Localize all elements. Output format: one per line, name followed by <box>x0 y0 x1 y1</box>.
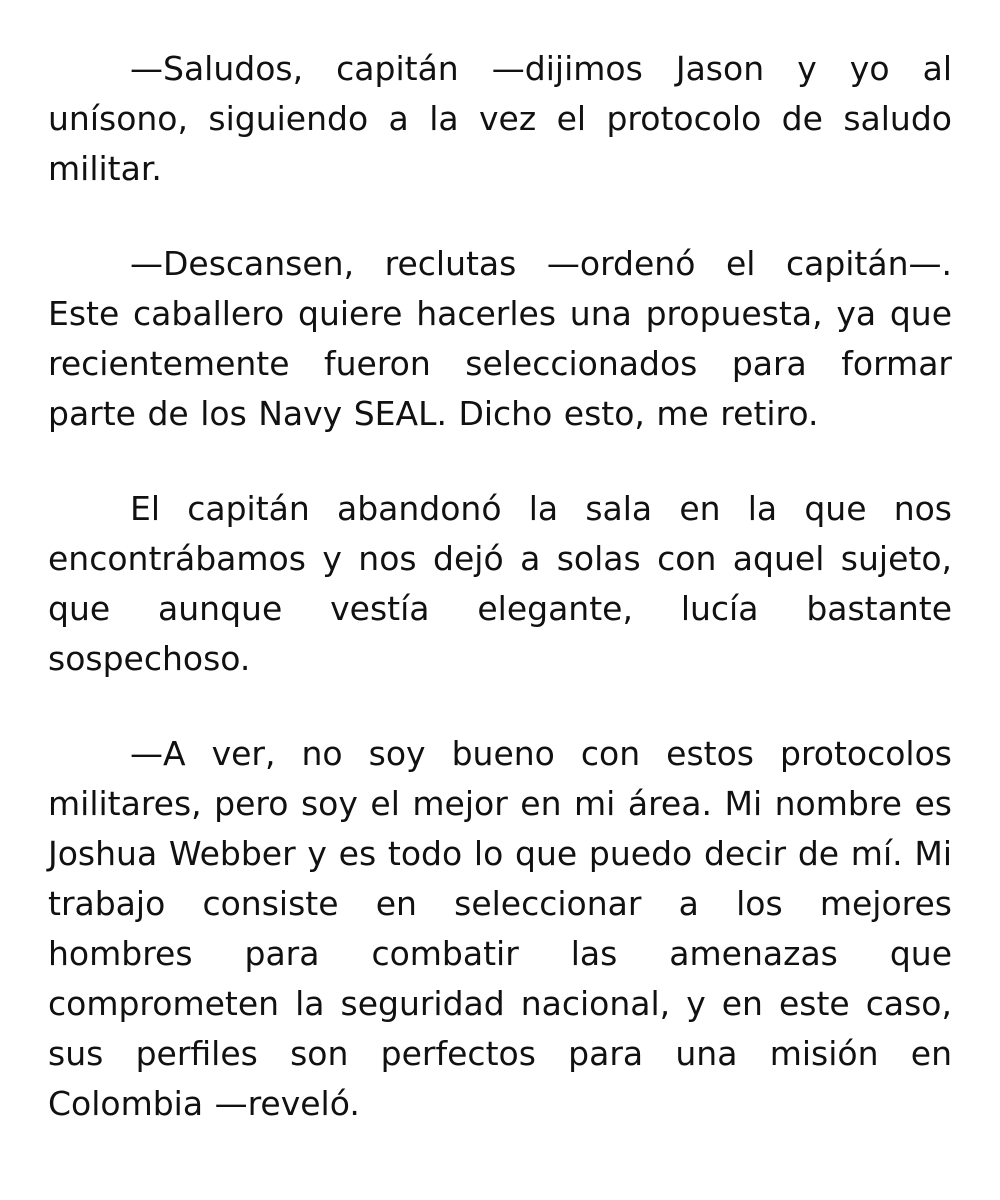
paragraph-2: —Descansen, reclutas —ordenó el capitán—. Este caballero quiere hacerles una propuesta, ya que recientemente fueron seleccionados para formar parte de los Navy SEAL. Dicho esto, me retiro. <box>48 244 952 433</box>
paragraph-4: —A ver, no soy bueno con estos protocolos militares, pero soy el mejor en mi área. Mi nombre es Joshua Webber y es todo lo que puedo decir de mí. Mi trabajo consiste en seleccionar a los mejores hombres para combatir las amenazas que comprometen la seguridad nacional, y en este caso, sus perfiles son perfectos para una misión en Colombia —reveló. <box>48 734 952 1123</box>
paragraph-3: El capitán abandonó la sala en la que nos encontrábamos y nos dejó a solas con aquel sujeto, que aunque vestía elegante, lucía bastante sospechoso. <box>48 489 952 678</box>
paragraph-1: —Saludos, capitán —dijimos Jason y yo al unísono, siguiendo a la vez el protocolo de saludo militar. <box>48 49 952 188</box>
